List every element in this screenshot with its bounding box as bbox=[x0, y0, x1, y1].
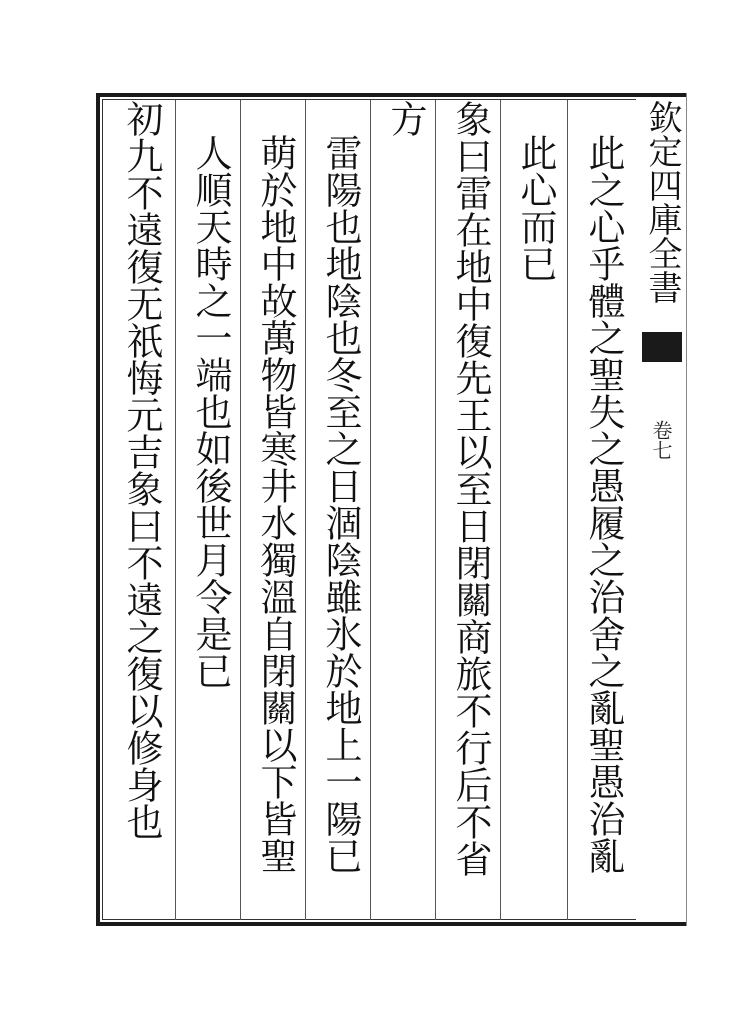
column-rule bbox=[240, 100, 241, 920]
margin-edge bbox=[686, 93, 687, 926]
column-rule bbox=[500, 100, 501, 920]
column-rule bbox=[567, 100, 568, 920]
text-column-4: 方 bbox=[384, 100, 427, 137]
column-rule bbox=[305, 100, 306, 920]
text-column-7: 人順天時之一端也如後世月令是已 bbox=[189, 134, 232, 689]
text-column-2: 此心而已 bbox=[514, 134, 557, 282]
column-rule bbox=[175, 100, 176, 920]
column-rule bbox=[370, 100, 371, 920]
text-column-8: 初九不遠復无祇悔元吉象曰不遠之復以修身也 bbox=[120, 100, 163, 840]
text-column-1: 此之心乎體之聖失之愚履之治舍之亂聖愚治亂 bbox=[582, 134, 625, 874]
margin-juan: 卷七 bbox=[649, 420, 673, 460]
fishtail-mark bbox=[642, 332, 682, 362]
column-rule bbox=[435, 100, 436, 920]
text-column-6: 萌於地中故萬物皆寒井水獨溫自閉關以下皆聖 bbox=[254, 134, 297, 874]
text-column-5: 雷陽也地陰也冬至之日涸陰雖氷於地上一陽已 bbox=[319, 134, 362, 874]
margin-title: 欽定四庫全書 bbox=[642, 100, 682, 304]
text-column-3: 象曰雷在地中復先王以至日閉關商旅不行后不省 bbox=[449, 100, 492, 877]
